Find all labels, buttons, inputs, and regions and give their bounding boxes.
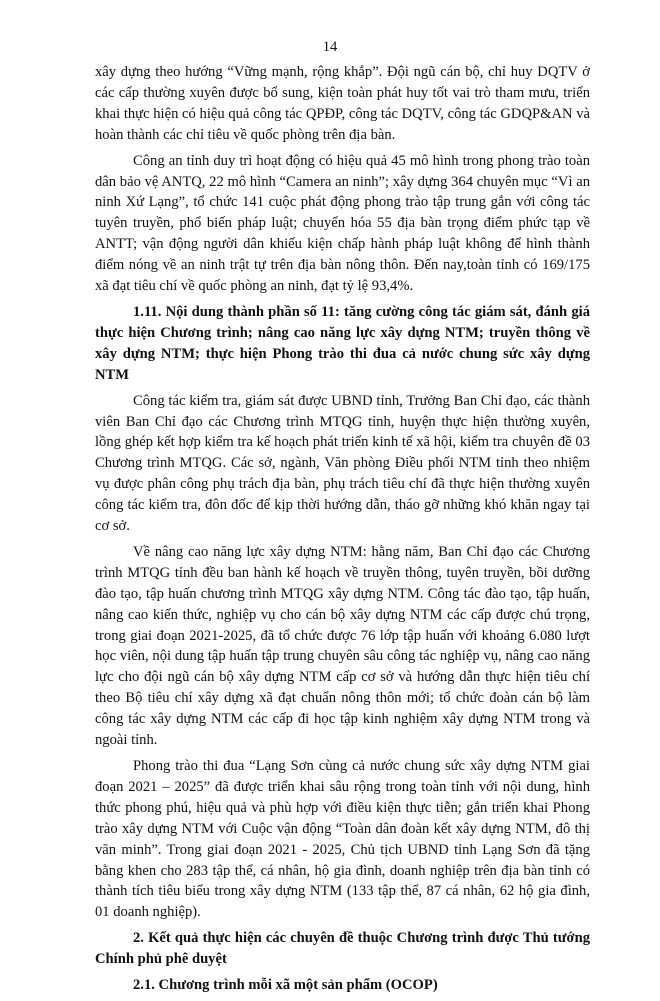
paragraph-provincial-police: Công an tỉnh duy trì hoạt động có hiệu quả 45 mô hình trong phong trào toàn dân bảo vệ ANTQ, 22 mô hình “Camera an ninh”; xây dựng 364 chuyên mục “Vì an ninh Xứ Lạng”, tổ chức 141 cuộc phát động phong trào tập trung gắn với công tác tuyên truyền, phổ biến pháp luật; chuyển hóa 55 địa bàn trọng điểm phức tạp về ANTT; vận động người dân khiếu kiện chấp hành pháp luật không để hình thành điểm nóng về an ninh trật tự trên địa bàn nông thôn. Đến nay,toàn tỉnh có 169/175 xã đạt tiêu chí về quốc phòng an ninh, đạt tỷ lệ 93,4%. — [95, 152, 590, 295]
paragraph-inspection-supervision: Công tác kiểm tra, giám sát được UBND tỉnh, Trưởng Ban Chỉ đạo, các thành viên Ban Chỉ đạo các Chương trình MTQG tỉnh, huyện thực hiện thường xuyên, lồng ghép kết hợp kiểm tra kế hoạch phát triển kinh tế xã hội, kiểm tra chuyên đề 03 Chương trình MTQG. Các sở, ngành, Văn phòng Điều phối NTM tỉnh theo nhiệm vụ được phân công phụ trách địa bàn, phụ trách tiêu chí đã thực hiện thường xuyên công tác kiểm tra, đôn đốc để kịp thời hướng dẫn, tháo gỡ những khó khăn ngay tại cơ sở. — [95, 392, 590, 535]
paragraph-emulation-movement: Phong trào thi đua “Lạng Sơn cùng cả nước chung sức xây dựng NTM giai đoạn 2021 – 2025” đã được triển khai sâu rộng trong toàn tỉnh với nội dung, hình thức phong phú, hiệu quả và phù hợp với điều kiện thực tiễn; gắn triển khai Phong trào xây dựng NTM với Cuộc vận động “Toàn dân đoàn kết xây dựng NTM, đô thị văn minh”. Trong giai đoạn 2021 - 2025, Chủ tịch UBND tỉnh Lạng Sơn đã tặng bằng khen cho 283 tập thể, cá nhân, hộ gia đình, doanh nghiệp trên địa bàn tỉnh có thành tích tiêu biểu trong xây dựng NTM (133 tập thể, 87 cá nhân, 62 hộ gia đình, 01 doanh nghiệp). — [95, 758, 590, 921]
section-heading-2: 2. Kết quả thực hiện các chuyên đề thuộc Chương trình được Thủ tướng Chính phủ phê duyệt — [95, 930, 590, 968]
page-content — [95, 62, 590, 1001]
section-heading-2-1: 2.1. Chương trình mỗi xã một sản phẩm (OCOP) — [133, 977, 438, 994]
paragraph-capacity-building: Về nâng cao năng lực xây dựng NTM: hằng năm, Ban Chỉ đạo các Chương trình MTQG tỉnh đều ban hành kế hoạch về truyền thông, tuyên truyền, bồi dưỡng đào tạo, tập huấn chương trình MTQG xây dựng NTM. Công tác đào tạo, tập huấn, nâng cao kiến thức, nghiệp vụ cho cán bộ xây dựng NTM các cấp được chú trọng, trong giai đoạn 2021-2025, đã tổ chức được 76 lớp tập huấn với khoảng 6.080 lượt học viên, nội dung tập huấn tập trung chuyên sâu công tác nghiệp vụ, nâng cao năng lực cho đội ngũ cán bộ xây dựng NTM cấp cơ sở và hướng dẫn thực hiện tiêu chí theo Bộ tiêu chí xây dựng xã đạt chuẩn nông thôn mới; tổ chức đoàn cán bộ làm công tác xây dựng NTM các cấp đi học tập kinh nghiệm xây dựng NTM trong và ngoài tỉnh. — [95, 543, 590, 749]
paragraph-defense-militia: xây dựng theo hướng “Vững mạnh, rộng khắp”. Đội ngũ cán bộ, chỉ huy DQTV ở các cấp thường xuyên được bổ sung, kiện toàn phát huy tốt vai trò tham mưu, triển khai thực hiện có hiệu quả công tác QPĐP, công tác DQTV, công tác GDQP&AN và hoàn thành các chỉ tiêu về quốc phòng trên địa bàn. — [95, 64, 590, 143]
page-number: 14 — [322, 39, 338, 55]
section-heading-1-11: 1.11. Nội dung thành phần số 11: tăng cường công tác giám sát, đánh giá thực hiện Chương trình; nâng cao năng lực xây dựng NTM; truyền thông về xây dựng NTM; thực hiện Phong trào thi đua cả nước chung sức xây dựng NTM — [95, 303, 590, 383]
